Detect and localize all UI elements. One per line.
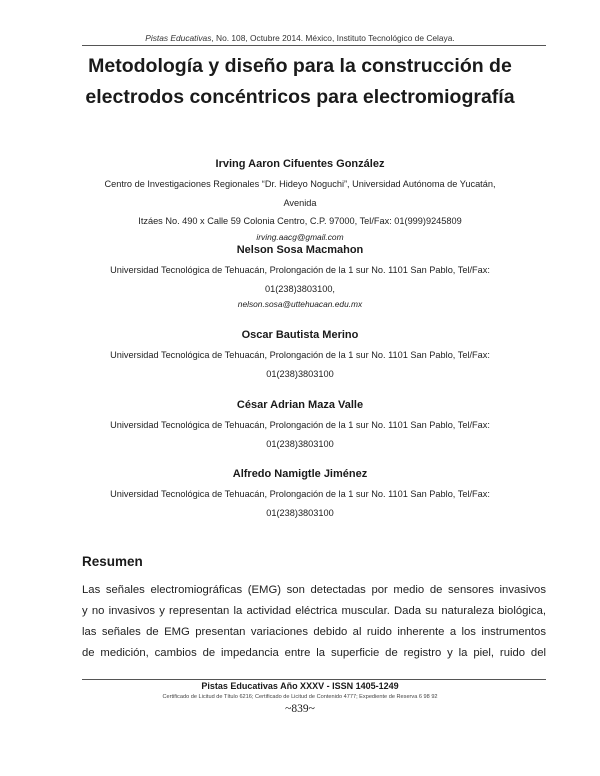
title-line-1: Metodología y diseño para la construcción de [88,55,512,77]
author-affiliation [90,261,510,298]
abstract-body [82,580,546,664]
author-affiliation [90,485,510,522]
title-line-2: electrodos concéntricos para electromiografía [85,86,515,108]
affiliation-line: Universidad Tecnológica de Tehuacán, Prolongación de la 1 sur No. 1101 San Pablo, Tel/Fax: [110,350,490,360]
author-name: Alfredo Namigtle Jiménez [232,468,368,480]
author-block-2 [90,243,510,310]
author-block-3 [90,328,510,383]
footer-certificates: Certificado de Licitud de Título 6216; Certificado de Licitud de Contenido 4777; Expediente de Reserva 6 98 92 [162,694,438,700]
abstract-line: las señales de EMG presentan variaciones debido al ruido inherente a los instrumentos [82,626,546,638]
affiliation-line: Universidad Tecnológica de Tehuacán, Prolongación de la 1 sur No. 1101 San Pablo, Tel/Fax: [110,489,490,499]
author-name: Nelson Sosa Macmahon [236,244,364,256]
author-name: Irving Aaron Cifuentes González [215,158,385,170]
author-block-5 [90,467,510,522]
abstract-line: y no invasivos y representan la actividad eléctrica muscular. Dada su naturaleza biológica, [82,605,546,617]
header-rule [82,45,546,46]
affiliation-line: 01(238)3803100, [265,283,335,294]
author-email[interactable]: irving.aacg@gmail.com [256,231,344,242]
affiliation-line: Universidad Tecnológica de Tehuacán, Prolongación de la 1 sur No. 1101 San Pablo, Tel/Fax: [110,420,490,430]
abstract-line: de medición, cambios de impedancia entre la superficie de registro y la piel, ruido del [82,647,546,659]
journal-name: Pistas Educativas [145,33,212,43]
author-affiliation [90,416,510,453]
abstract-line: Las señales electromiográficas (EMG) son detectadas por medio de sensores invasivos [82,584,546,596]
author-name: César Adrian Maza Valle [236,399,364,411]
issue-info: , No. 108, Octubre 2014. México, Instituto Tecnológico de Celaya. [211,33,455,43]
paper-title [60,51,540,113]
author-name: Oscar Bautista Merino [241,329,359,341]
affiliation-line: 01(238)3803100 [266,438,334,449]
affiliation-line: Universidad Tecnológica de Tehuacán, Prolongación de la 1 sur No. 1101 San Pablo, Tel/Fax: [110,265,490,275]
footer-rule [82,679,546,680]
affiliation-line: Itzáes No. 490 x Calle 59 Colonia Centro, C.P. 97000, Tel/Fax: 01(999)9245809 [138,216,462,226]
author-block-4 [90,398,510,453]
footer-journal-title: Pistas Educativas Año XXXV - ISSN 1405-1249 [201,681,399,691]
author-email[interactable]: nelson.sosa@uttehuacan.edu.mx [237,299,363,309]
page-number: ~839~ [285,703,315,715]
running-header [0,33,600,43]
abstract-heading: Resumen [82,554,143,569]
affiliation-line: 01(238)3803100 [266,368,334,379]
author-affiliation [90,175,510,231]
author-affiliation [90,346,510,383]
author-block-1 [90,157,510,243]
affiliation-line: Centro de Investigaciones Regionales “Dr. Hideyo Noguchi”, Universidad Autónoma de Yucatán, Avenida [104,179,496,208]
affiliation-line: 01(238)3803100 [266,507,334,518]
